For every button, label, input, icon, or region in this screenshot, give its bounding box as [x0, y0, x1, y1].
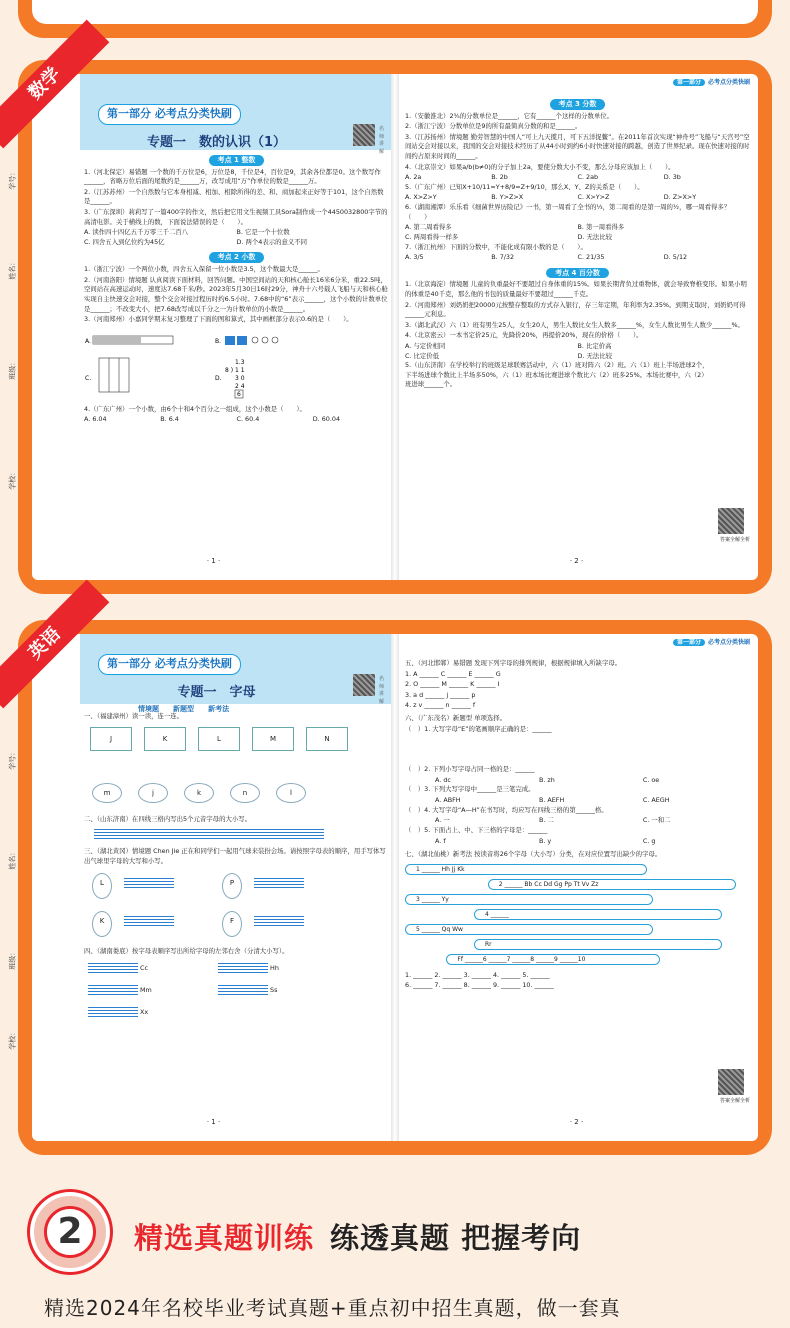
- figure-options: [84, 329, 389, 401]
- top-card-edge: [18, 0, 772, 38]
- section-title: 第一部分 必考点分类快刷: [98, 654, 241, 675]
- running-header: 第一部分 必考点分类快刷: [405, 638, 750, 647]
- svg-text:A.: A.: [85, 337, 91, 345]
- house-letter: J: [90, 727, 132, 751]
- feature-heading: 精选真题训练 练透真题 把握考向: [134, 1221, 582, 1255]
- left-page: 学号： 姓名： 班级： 学校： 第一部分 必考点分类快刷 专题一 字母 情境题 新题型 新考法 名师讲解 一、（福建漳州）读一读，连一连。 J K L M N m j k n l 二、（山东济南）在四线三格内写出5个元音字母的大小写。 三、（湖北黄冈）情境题 Chen Jie 正在和同学们一起用气球来装扮会场。请按照字母表的顺序，用手写体写出气球里字母的大写和小写。 L P K F 四、（湖南娄底）按字母表顺序写出所给字母的左邻右舍（分清大小写）。 Cc Hh Mm Ss Xx · 1 ·: [32, 634, 395, 1141]
- question: 3.（河南郑州）小嘉同学期末复习整理了下面的图和算式，其中画框部分表示0.6的是（ ）。: [84, 315, 353, 324]
- question: 4.（广东广州）一个小数，由6个十和4个百分之一组成，这个小数是（ ）。: [84, 404, 306, 413]
- right-page: 第一部分 必考点分类快刷 考点 3 分数 1.（安徽淮北）2⅗的分数单位是______，它有______个这样的分数单位。 2.（浙江宁波）分数单位是9的所有最简真分数的和是______。 3.（江苏扬州）情境题 勤劳智慧的中国人“可上九天揽月，可下五洋捉鳖”。在2011年首次实现“神舟号”飞船与“天宫号”空间站交会对接以来，我国的交会对接技术经历了从44小时到约6小时快速对接的跨越，创造了世界纪录。现在快速对接的时间约占原来时间的______。 4.（北京崇文）如果a/b(b≠0)的分子加上2a，要使分数大小不变，那么分母应该加上（ ）。 A. 2a B. 2b C. 2ab D. 3b 5.（广东广州）已知X+10/11=Y+8/9=Z+9/10，那么X、Y、Z的关系是（ ）。 A. X>Z>Y B. Y>Z>X C. X>Y>Z D. Z>X>Y 6.（湖南湘潭）乐乐看《细菌世界历险记》一书，第一周看了全书的⅓，第二周看的是第一周的½，哪一周看得多？（ ） A. 第二周看得多 B. 第一周看得多 C. 两周看得一样多 D. 无法比较 7.（浙江杭州）下面的分数中，不能化成有限小数的是（ ）。 A. 3/5 B. 7/32 C. 21/35 D. 5/12 考点 4 百分数 1.（北京海淀）情境题 儿童的负重最好不要超过自身体重的15%。如果长期背负过重物体，就会导致脊椎变形。如果小明的体重是40千克，那么他的书包的质量最好不要超过______千克。 2.（河南郑州）刘奶奶把20000元按整存整取的方式存入银行，存三年定期，年利率为2.35%。到期支取时，刘奶奶可得______元利息。 3.（湖北武汉）六（1）班有男生25人，女生20人，男生人数比女生人数多______%，女生人数比男生人数少______%。 4.（北京密云）一本书定价25元，先降价20%，再提价20%，现在的价格（ ）。 A. 与定价相同 B. 比定价高 C. 比定价低 D. 无法比较 5.（山东济南）在学校举行的班级足球联赛活动中，六（1）班对阵六（2）班。六（1）班上半场进球2个，下半场进球个数比上半场多50%，六（1）班本场比赛进球个数比六（2）班多25%。本场比赛中，六（2）班进球______个。 答案全解全析 · 2 ·: [395, 74, 758, 580]
- page-number: · 1 ·: [206, 1117, 221, 1126]
- qr-code-icon: [718, 508, 744, 534]
- book-spread: [8, 74, 758, 580]
- question: 2.（江苏苏州）一个自然数与它本身相减、相加、相除所得的差、和、商加起来正好等于101，这个自然数是______。: [84, 187, 384, 206]
- page-number: · 1 ·: [206, 556, 221, 565]
- kp-label: 考点 2 小数: [209, 252, 265, 263]
- svg-text:6: 6: [237, 390, 241, 398]
- topic-title: 专题一 字母: [177, 684, 256, 700]
- english-sample-card: [8, 620, 772, 1155]
- section-title: 第一部分 必考点分类快刷: [98, 104, 241, 125]
- svg-text:3 0: 3 0: [235, 374, 245, 382]
- svg-text:C.: C.: [85, 374, 92, 382]
- question: 1.（河北保定）易错题 一个数的千万位是6，万位是8，千位是4，百位是9，其余各位都是0。这个数写作______，省略万位后面的尾数约是______万，改写成用“万”作单位的数是______万。: [84, 167, 381, 186]
- step-badge: 2: [30, 1192, 110, 1272]
- feature-lead-text: 精选2024年名校毕业考试真题+重点初中招生真题，做一套真: [44, 1296, 621, 1320]
- house-letter: N: [306, 727, 348, 751]
- animal-letter: k: [184, 783, 214, 803]
- topic-title: 专题一 数的认识（1）: [146, 134, 287, 150]
- animal-letter: l: [276, 783, 306, 803]
- running-header: 第一部分 必考点分类快刷: [405, 78, 750, 87]
- animal-letter: j: [138, 783, 168, 803]
- subject-ribbon: 数学: [4, 46, 96, 138]
- house-letter: K: [144, 727, 186, 751]
- svg-text:D.: D.: [215, 374, 222, 382]
- math-sample-card: [8, 60, 772, 594]
- svg-text:1.3: 1.3: [235, 358, 245, 366]
- kp-label: 考点 3 分数: [550, 99, 606, 110]
- left-page: 学号： 姓名： 班级： 学校： 第一部分 必考点分类快刷 专题一 数的认识（1） 名师讲解 考点 1 整数 1.（河北保定）易错题 一个数的千万位是6，万位是8，千位是4，百位是9，其余各位都是0。这个数写作______，省略万位后面的尾数约是______万，改写成用“万”作单位的数是______万。 2.（江苏苏州）一个自然数与它本身相减、相加、相除所得的差、和、商加起来正好等于101，这个自然数是______。 3.（广东深圳）莉莉写了一篇400字的作文，然后把它用文生视频工具Sora制作成一个4450032800字节的高清电影。关于横线上的数，下面说法错误的是（ ）。 A. 读作四十四亿五千万零三千二百八 B. 它是一个十位数 C. 四舍五入到亿位约为45亿 D. 两个4表示的意义不同 考点 2 小数 1.（浙江宁波）一个两位小数，四舍五入保留一位小数是3.5，这个数最大是______。 2.（河南洛阳）情境题 认真阅读下面材料，回答问题。中国空间站的天和核心舱长16米6分米，重22.5吨，空间站在高速运动时，速度达7.68千米/秒。2023年5月30日16时29分，神舟十六号载人飞船与天和核心舱实现自主快速交会对接，整个交会对接过程历时约6.5小时。7.68中的“6”表示______，这个小数的计数单位是______；不改变大小，把7.68改写成以千分之一为计数单位的小数是______。 3.（河南郑州）小嘉同学期末复习整理了下面的图和算式，其中画框部分表示0.6的是（ ）。 A. B. C. D. 1.3 8 ) 1 1 3 0 2 4 6 4.（广东广州）一个小数，由6个十和4个百分之一组成，这个小数是（ ）。 A. 6.04 B. 6.4 C. 60.4 D. 60.04 · 1 ·: [32, 74, 395, 580]
- kp-label: 考点 1 整数: [209, 155, 265, 166]
- page-number: · 2 ·: [569, 1117, 584, 1126]
- subject-ribbon: 英语: [4, 606, 96, 698]
- svg-text:B.: B.: [215, 337, 222, 345]
- qr-code-icon: [353, 674, 375, 696]
- qr-code-icon: [353, 124, 375, 146]
- question: 2.（河南洛阳）情境题 认真阅读下面材料，回答问题。中国空间站的天和核心舱长16米6分米，重22.5吨，空间站在高速运动时，速度达7.68千米/秒。2023年5月30日16时29分，神舟十六号载人飞船与天和核心舱实现自主快速交会对接，整个交会对接过程历时约6.5小时。7.68中的“6”表示______，这个小数的计数单位是______；不改变大小，把7.68改写成以千分之一为计数单位的小数是______。: [84, 275, 388, 313]
- decimal-figures: [85, 330, 385, 402]
- animal-letter: n: [230, 783, 260, 803]
- animal-letter: m: [92, 783, 122, 803]
- page-banner: 第一部分 必考点分类快刷 专题一 数的认识（1） 名师讲解: [80, 74, 395, 150]
- page-number: · 2 ·: [569, 556, 584, 565]
- svg-text:2 4: 2 4: [235, 382, 245, 390]
- question: 3.（广东深圳）莉莉写了一篇400字的作文，然后把它用文生视频工具Sora制作成一个4450032800字节的高清电影。关于横线上的数，下面说法错误的是（ ）。: [84, 208, 388, 226]
- book-spread: [8, 634, 758, 1141]
- house-letter: L: [198, 727, 240, 751]
- kp-label: 考点 4 百分数: [546, 268, 609, 279]
- page-banner: 第一部分 必考点分类快刷 专题一 字母 情境题 新题型 新考法 名师讲解: [80, 634, 395, 704]
- svg-text:8 ) 1 1: 8 ) 1 1: [225, 366, 245, 374]
- question: 1.（浙江宁波）一个两位小数，四舍五入保留一位小数是3.5，这个数最大是______。: [84, 265, 324, 274]
- right-page: 第一部分 必考点分类快刷 五、（河北邯郸）易错题 发现下列字母的排列规律，根据规律填入所缺字母。 1. A ______ C ______ E ______ G 2. O ______ M ______ K ______ I 3. a d ______ j ______ p 4. z v ______ n ______ f 六、（广东茂名）新题型 单项选择。 （ ）1. 大写字母“E”的笔画顺序正确的是：______ （ ）2. 下列小写字母占同一格的是：______ A. dc B. zh C. oe （ ）3. 下列大写字母中______是三笔完成。 A. ABFH B. AEFH C. AEGH （ ）4. 大写字母“A—H”在书写时，均应写在四线三格的第______格。 A. 一 B. 二 C. 一和二 （ ）5. 下面占上、中、下三格的字母是：______ A. f B. y C. g 七、（湖北仙桃）新考法 按读音将26个字母（大小写）分类，在对应位置写出缺少的字母。 1 ______ Hh Jj Kk 2 ______ Bb Cc Dd Gg Pp Tt Vv Zz 3 ______ Yy 4 ______ 5 ______ Qq Ww Rr Ff ______6 ______7 ______8 ______9 ______10 1. ______ 2. ______ 3. ______ 4. ______ 5. ______ 6. ______ 7. ______ 8. ______ 9. ______ 10. ______ 答案全解全析 · 2 ·: [395, 634, 758, 1141]
- house-letter: M: [252, 727, 294, 751]
- qr-code-icon: [718, 1069, 744, 1095]
